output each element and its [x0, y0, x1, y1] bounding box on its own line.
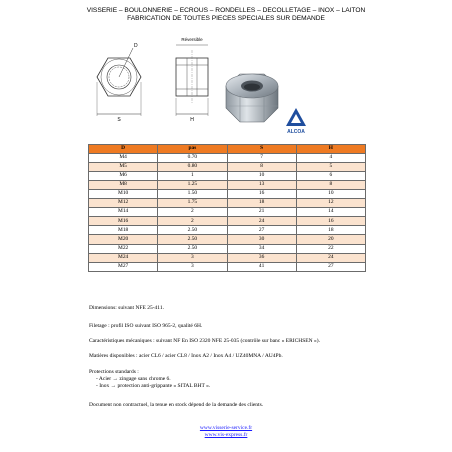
- col-header-s: S: [227, 145, 296, 154]
- cell-h: 5: [296, 162, 365, 171]
- cell-h: 6: [296, 171, 365, 180]
- table-row: [89, 217, 366, 226]
- cell-d: M8: [89, 180, 158, 189]
- cell-h: 12: [296, 199, 365, 208]
- cell-s: 10: [227, 171, 296, 180]
- cell-pas: 1.75: [158, 199, 227, 208]
- protection-item: - Inox → protection anti-grippante « SITAL BHT ».: [96, 383, 211, 389]
- cell-s: 30: [227, 235, 296, 244]
- cell-h: 27: [296, 262, 365, 271]
- cell-pas: 1.50: [158, 189, 227, 198]
- cell-pas: 2.50: [158, 226, 227, 235]
- table-row: [89, 199, 366, 208]
- col-header-d: D: [89, 145, 158, 154]
- table-row: [89, 153, 366, 162]
- table-row: [89, 208, 366, 217]
- cell-s: 41: [227, 262, 296, 271]
- cell-d: M5: [89, 162, 158, 171]
- table-row: [89, 189, 366, 198]
- cell-h: 8: [296, 180, 365, 189]
- cell-pas: 1.25: [158, 180, 227, 189]
- dimensions-table: [88, 144, 366, 272]
- cell-pas: 2: [158, 217, 227, 226]
- cell-h: 24: [296, 253, 365, 262]
- h-label: H: [190, 117, 194, 123]
- website-link-visserie-service[interactable]: www.visserie-service.fr: [199, 425, 253, 431]
- cell-pas: 2.50: [158, 244, 227, 253]
- cell-pas: 2: [158, 208, 227, 217]
- header-line-2: FABRICATION DE TOUTES PIECES SPECIALES SUR DEMANDE: [127, 15, 325, 22]
- cell-s: 21: [227, 208, 296, 217]
- filetage-text: Filetage : profil ISO suivant ISO 965-2, qualité 6H.: [89, 323, 203, 329]
- cell-s: 18: [227, 199, 296, 208]
- cell-h: 10: [296, 189, 365, 198]
- dimensions-text: Dimensions: suivant NFE 25-411.: [89, 305, 164, 311]
- s-label: S: [117, 117, 121, 123]
- nut-photo-hole-inner: [244, 84, 260, 91]
- table-header-row: [89, 145, 366, 154]
- alcoa-logo-text: ALCOA: [287, 129, 305, 135]
- cell-d: M20: [89, 235, 158, 244]
- cell-pas: 0.70: [158, 153, 227, 162]
- d-leader-line: [119, 48, 133, 77]
- cell-d: M16: [89, 217, 158, 226]
- website-link-vis-express[interactable]: www.vis-express.fr: [204, 432, 248, 438]
- disclaimer-text: Document non contractuel, la tenue en stock dépend de la demande des clients.: [89, 402, 264, 408]
- cell-h: 4: [296, 153, 365, 162]
- col-header-h: H: [296, 145, 365, 154]
- table-row: [89, 226, 366, 235]
- cell-pas: 3: [158, 262, 227, 271]
- nut-technical-drawing: [84, 28, 224, 132]
- cell-d: M22: [89, 244, 158, 253]
- cell-d: M10: [89, 189, 158, 198]
- cell-pas: 3: [158, 253, 227, 262]
- cell-s: 7: [227, 153, 296, 162]
- table-row: [89, 253, 366, 262]
- cell-s: 27: [227, 226, 296, 235]
- table-row: [89, 262, 366, 271]
- cell-h: 20: [296, 235, 365, 244]
- cell-d: M4: [89, 153, 158, 162]
- cell-d: M6: [89, 171, 158, 180]
- header-line-1: VISSERIE – BOULONNERIE – ECROUS – RONDELLES – DECOLLETAGE – INOX – LAITON: [86, 7, 366, 14]
- cell-h: 18: [296, 226, 365, 235]
- matieres-text: Matières disponibles : acier CL6 / acier CL8 / Inox A2 / Inox A4 / UZ40MNA / AU4Pb.: [89, 353, 283, 359]
- table-row: [89, 180, 366, 189]
- cell-s: 34: [227, 244, 296, 253]
- cell-d: M24: [89, 253, 158, 262]
- table-body: [89, 153, 366, 271]
- table-row: [89, 244, 366, 253]
- table-row: [89, 171, 366, 180]
- reversible-label: Réversible: [181, 37, 203, 42]
- d-label: D: [134, 43, 138, 49]
- cell-h: 16: [296, 217, 365, 226]
- cell-pas: 0.80: [158, 162, 227, 171]
- cell-pas: 2.50: [158, 235, 227, 244]
- cell-d: M14: [89, 208, 158, 217]
- cell-s: 8: [227, 162, 296, 171]
- caracteristiques-text: Caractéristiques mécaniques : suivant NF En ISO 2320 NFE 25-035 (contrôle sur banc « ERICHSEN »).: [89, 338, 320, 344]
- col-header-pas: pas: [158, 145, 227, 154]
- cell-s: 36: [227, 253, 296, 262]
- cell-h: 22: [296, 244, 365, 253]
- cell-s: 13: [227, 180, 296, 189]
- cell-d: M18: [89, 226, 158, 235]
- cell-s: 24: [227, 217, 296, 226]
- protections-title: Protections standards :: [89, 369, 139, 375]
- alcoa-logo: [285, 107, 307, 135]
- cell-d: M12: [89, 199, 158, 208]
- table-row: [89, 162, 366, 171]
- cell-d: M27: [89, 262, 158, 271]
- cell-s: 16: [227, 189, 296, 198]
- cell-pas: 1: [158, 171, 227, 180]
- table-row: [89, 235, 366, 244]
- nut-photo: [222, 66, 282, 134]
- protection-item: - Acier → zingage sans chrome 6.: [96, 376, 171, 382]
- cell-h: 14: [296, 208, 365, 217]
